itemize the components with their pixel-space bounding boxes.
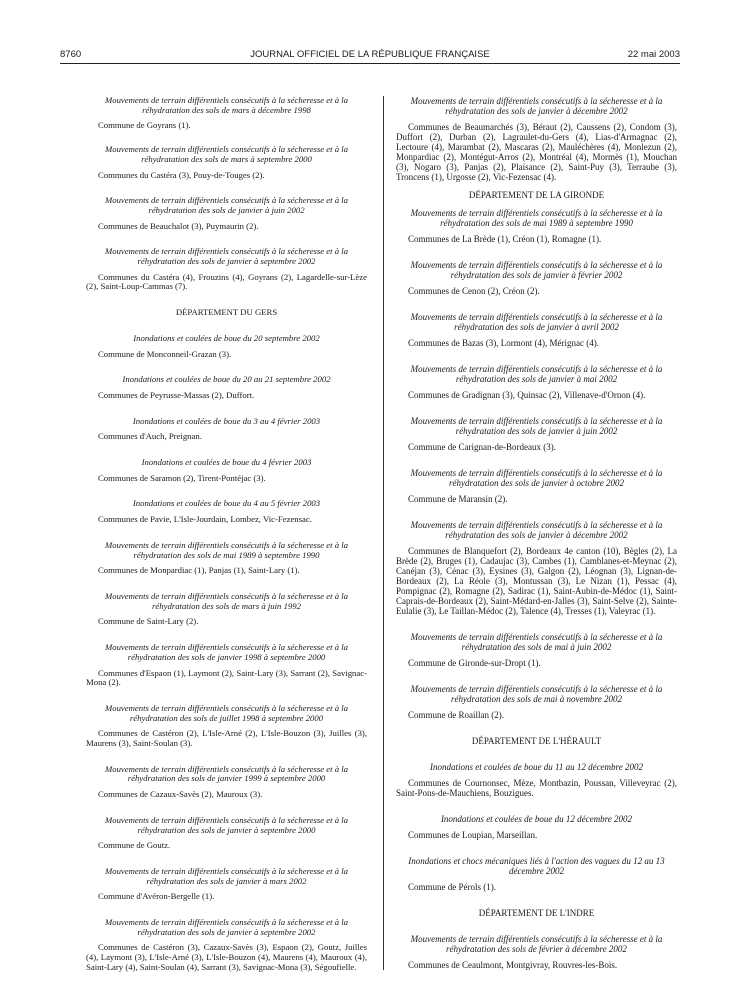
entry-title: Mouvements de terrain différentiels consécutifs à la sécheresse et à la réhydratation des sols de juillet 1998 à septembre 2000 — [104, 702, 349, 723]
decree-entry — [86, 247, 367, 292]
entry-title: Mouvements de terrain différentiels consécutifs à la sécheresse et à la réhydratation des sols de janvier à juin 2002 — [104, 195, 349, 215]
entry-title: Inondations et coulées de boue du 4 au 5 février 2003 — [132, 498, 321, 509]
entry-communes: Commune d'Avéron-Bergelle (1). — [98, 891, 215, 902]
entry-title: Mouvements de terrain différentiels consécutifs à la sécheresse et à la réhydratation des sols de janvier 1998 à septembre 2000 — [104, 642, 349, 662]
entry-title: Mouvements de terrain différentiels consécutifs à la sécheresse et à la réhydratation des sols de mai 1989 à septembre 1990 — [410, 208, 663, 228]
entry-communes: Communes de Blanquefort (2), Bordeaux 4e canton (10), Bègles (2), La Brède (2), Bruges (1), Cadaujac (3), Cambes (1), Camblanes-et-Meynac (2), Canéjan (3), Cénac (3), Eysines (3), Galgon (2), Léognan (3), Lignan-de-Bordeaux (2), La Réole (3), Montussan (3), Le Nizan (1), Pessac (4), Pompignac (2), Romagne (2), Sadirac (1), Saint-Aubin-de-Médoc (1), Saint-Caprais-de-Bordeaux (2), Saint-Médard-en-Jalles (3), Saint-Selve (2), Sainte-Eulalie (3), Le Taillan-Médoc (2), Talence (4), Tresses (1), Valeyrac (1). — [396, 546, 677, 616]
right-column — [396, 96, 677, 970]
decree-entry — [86, 765, 367, 800]
entry-communes: Communes de Monpardiac (1), Panjas (1), Saint-Lary (1). — [98, 565, 300, 576]
decree-entry — [396, 632, 677, 668]
decree-entry — [86, 592, 367, 627]
left-column — [86, 96, 367, 973]
decree-entry — [396, 762, 677, 798]
entry-title: Mouvements de terrain différentiels consécutifs à la sécheresse et à la réhydratation des sols de février à décembre 2002 — [410, 934, 663, 954]
decree-entry — [396, 364, 677, 400]
entry-communes: Communes de Castéron (3), Cazaux-Savès (3), Espaon (2), Goutz, Juilles (4), Laymont (3), L'Isle-Arné (3), L'Isle-Bouzon (4), Maurens (4), Mauroux (4), Saint-Lary (4), Saint-Soulan (4), Sarrant (3), Savignac-Mona (3), Ségoufielle. — [86, 942, 367, 972]
decree-entry — [86, 375, 367, 400]
entry-communes: Communes de Ceaulmont, Montgivray, Rouvres-les-Bois. — [408, 960, 618, 970]
entry-title: Inondations et chocs mécaniques liés à l'action des vagues du 12 au 13 décembre 2002 — [408, 856, 665, 876]
entry-title: Inondations et coulées de boue du 3 au 4 février 2003 — [132, 415, 321, 426]
header-rule — [60, 63, 680, 64]
decree-entry — [396, 96, 677, 182]
entry-title: Mouvements de terrain différentiels consécutifs à la sécheresse et à la réhydratation des sols de mai à novembre 2002 — [410, 684, 663, 704]
department-heading: DÉPARTEMENT DE L'HÉRAULT — [471, 736, 602, 746]
entry-title: Mouvements de terrain différentiels consécutifs à la sécheresse et à la réhydratation des sols de janvier 1999 à septembre 2000 — [104, 763, 349, 784]
entry-title: Inondations et coulées de boue du 20 septembre 2002 — [133, 332, 320, 343]
entry-communes: Communes de Cazaux-Savès (2), Mauroux (3). — [98, 789, 263, 800]
entry-communes: Commune de Maransin (2). — [408, 494, 508, 504]
entry-communes: Commune de Gironde-sur-Dropt (1). — [408, 658, 541, 668]
entry-title: Mouvements de terrain différentiels consécutifs à la sécheresse et à la réhydratation des sols de janvier à septembre 2000 — [104, 814, 349, 835]
entry-communes: Commune de Goyrans (1). — [98, 120, 191, 131]
entry-communes: Communes de Loupian, Marseillan. — [408, 830, 538, 840]
department-heading: DÉPARTEMENT DU GERS — [175, 307, 278, 318]
entry-communes: Commune de Goutz. — [98, 840, 171, 851]
decree-entry — [396, 934, 677, 970]
entry-communes: Communes de Cournonsec, Mèze, Montbazin, Poussan, Villeveyrac (2), Saint-Pons-de-Mauchiens, Bouzigues. — [396, 778, 677, 798]
entry-communes: Commune de Monconneil-Grazan (3). — [98, 348, 232, 359]
decree-entry — [396, 468, 677, 504]
entry-title: Mouvements de terrain différentiels consécutifs à la sécheresse et à la réhydratation des sols de janvier à octobre 2002 — [410, 468, 663, 488]
entry-communes: Communes de La Brède (1), Créon (1), Romagne (1). — [408, 234, 602, 244]
entry-communes: Communes d'Espaon (1), Laymont (2), Saint-Lary (3), Sarrant (2), Savignac-Mona (2). — [86, 667, 367, 688]
decree-entry — [86, 334, 367, 359]
decree-entry — [86, 918, 367, 973]
entry-communes: Communes de Beauchalot (3), Puymaurin (2). — [98, 220, 259, 231]
entry-communes: Commune de Pérols (1). — [408, 882, 496, 892]
decree-entry — [86, 541, 367, 576]
journal-title: JOURNAL OFFICIEL DE LA RÉPUBLIQUE FRANÇAISE — [250, 49, 490, 60]
entry-title: Mouvements de terrain différentiels consécutifs à la sécheresse et à la réhydratation des sols de mars à décembre 1998 — [104, 95, 349, 115]
decree-entry — [86, 458, 367, 483]
entry-communes: Communes de Castéron (2), L'Isle-Arné (2), L'Isle-Bouzon (3), Juilles (3), Maurens (3), Saint-Soulan (3). — [86, 728, 367, 749]
decree-entry — [396, 814, 677, 840]
decree-entry — [86, 499, 367, 524]
decree-entry — [396, 520, 677, 616]
entry-communes: Commune de Roaillan (2). — [408, 710, 504, 720]
entry-title: Inondations et coulées de boue du 11 au 12 décembre 2002 — [430, 762, 643, 772]
entry-communes: Communes de Bazas (3), Lormont (4), Mérignac (4). — [408, 338, 599, 348]
entry-title: Mouvements de terrain différentiels consécutifs à la sécheresse et à la réhydratation des sols de mars à septembre 2000 — [104, 144, 349, 164]
entry-title: Mouvements de terrain différentiels consécutifs à la sécheresse et à la réhydratation des sols de janvier à mai 2002 — [410, 364, 663, 384]
decree-entry — [86, 867, 367, 902]
decree-entry — [86, 96, 367, 131]
decree-entry — [86, 704, 367, 749]
entry-communes: Communes du Castéra (3), Pouy-de-Touges (2). — [98, 169, 265, 180]
decree-entry — [86, 145, 367, 180]
entry-communes: Communes de Cenon (2), Créon (2). — [408, 286, 540, 296]
decree-entry — [86, 643, 367, 688]
entry-title: Inondations et coulées de boue du 20 au 21 septembre 2002 — [122, 374, 331, 385]
decree-entry — [396, 260, 677, 296]
department-heading: DÉPARTEMENT DE LA GIRONDE — [468, 190, 605, 200]
decree-entry — [396, 312, 677, 348]
entry-title: Mouvements de terrain différentiels consécutifs à la sécheresse et à la réhydratation des sols de janvier à avril 2002 — [410, 312, 663, 332]
entry-title: Mouvements de terrain différentiels consécutifs à la sécheresse et à la réhydratation des sols de janvier à septembre 2002 — [104, 246, 349, 267]
entry-title: Mouvements de terrain différentiels consécutifs à la sécheresse et à la réhydratation des sols de mai à juin 2002 — [410, 632, 663, 652]
entry-title: Mouvements de terrain différentiels consécutifs à la sécheresse et à la réhydratation des sols de janvier à mars 2002 — [104, 865, 349, 886]
decree-entry — [396, 208, 677, 244]
page-number: 8760 — [60, 49, 82, 60]
page-header — [60, 49, 680, 63]
decree-entry — [396, 416, 677, 452]
entry-communes: Communes de Gradignan (3), Quinsac (2), Villenave-d'Ornon (4). — [408, 390, 646, 400]
entry-title: Inondations et coulées de boue du 12 décembre 2002 — [440, 814, 633, 824]
entry-communes: Communes de Saramon (2), Tirent-Pontéjac (3). — [98, 472, 266, 483]
entry-title: Mouvements de terrain différentiels consécutifs à la sécheresse et à la réhydratation des sols de mars à juin 1992 — [104, 590, 349, 611]
decree-entry — [86, 196, 367, 231]
entry-communes: Communes de Pavie, L'Isle-Jourdain, Lombez, Vic-Fezensac. — [98, 514, 312, 525]
entry-title: Mouvements de terrain différentiels consécutifs à la sécheresse et à la réhydratation des sols de janvier à février 2002 — [410, 260, 663, 280]
entry-communes: Communes du Castéra (4), Frouzins (4), Goyrans (2), Lagardelle-sur-Lèze (2), Saint-Loup-Cammas (7). — [86, 271, 367, 292]
entry-communes: Commune de Carignan-de-Bordeaux (3). — [408, 442, 556, 452]
entry-communes: Communes de Beaumarchés (3), Béraut (2), Caussens (2), Condom (3), Duffort (2), Durban (2), Lagraulet-du-Gers (4), Lias-d'Armagnac (2), Lectoure (4), Marambat (2), Mascaras (2), Mauléchères (4), Monlezun (2), Monpardiac (2), Montégut-Arros (2), Montréal (4), Mormès (1), Mouchan (3), Nogaro (3), Panjas (2), Plaisance (2), Saint-Puy (3), Terraube (3), Troncens (1), Urgosse (2), Vic-Fezensac (4). — [396, 122, 677, 182]
column-divider — [383, 96, 384, 970]
entry-title: Mouvements de terrain différentiels consécutifs à la sécheresse et à la réhydratation des sols de janvier à décembre 2002 — [410, 520, 663, 540]
entry-title: Inondations et coulées de boue du 4 février 2003 — [141, 457, 312, 468]
entry-title: Mouvements de terrain différentiels consécutifs à la sécheresse et à la réhydratation des sols de janvier à juin 2002 — [410, 416, 663, 436]
publication-date: 22 mai 2003 — [627, 49, 680, 60]
decree-entry — [396, 684, 677, 720]
decree-entry — [86, 417, 367, 442]
entry-title: Mouvements de terrain différentiels consécutifs à la sécheresse et à la réhydratation des sols de janvier à septembre 2002 — [104, 917, 349, 937]
entry-title: Mouvements de terrain différentiels consécutifs à la sécheresse et à la réhydratation des sols de mai 1989 à septembre 1990 — [104, 539, 349, 560]
entry-communes: Commune de Saint-Lary (2). — [98, 616, 199, 627]
decree-entry — [86, 816, 367, 851]
department-heading: DÉPARTEMENT DE L'INDRE — [478, 908, 595, 918]
entry-title: Mouvements de terrain différentiels consécutifs à la sécheresse et à la réhydratation des sols de janvier à décembre 2002 — [410, 96, 663, 116]
entry-communes: Communes de Peyrusse-Massas (2), Duffort. — [98, 389, 255, 400]
entry-communes: Communes d'Auch, Preignan. — [98, 431, 202, 442]
decree-entry — [396, 856, 677, 892]
